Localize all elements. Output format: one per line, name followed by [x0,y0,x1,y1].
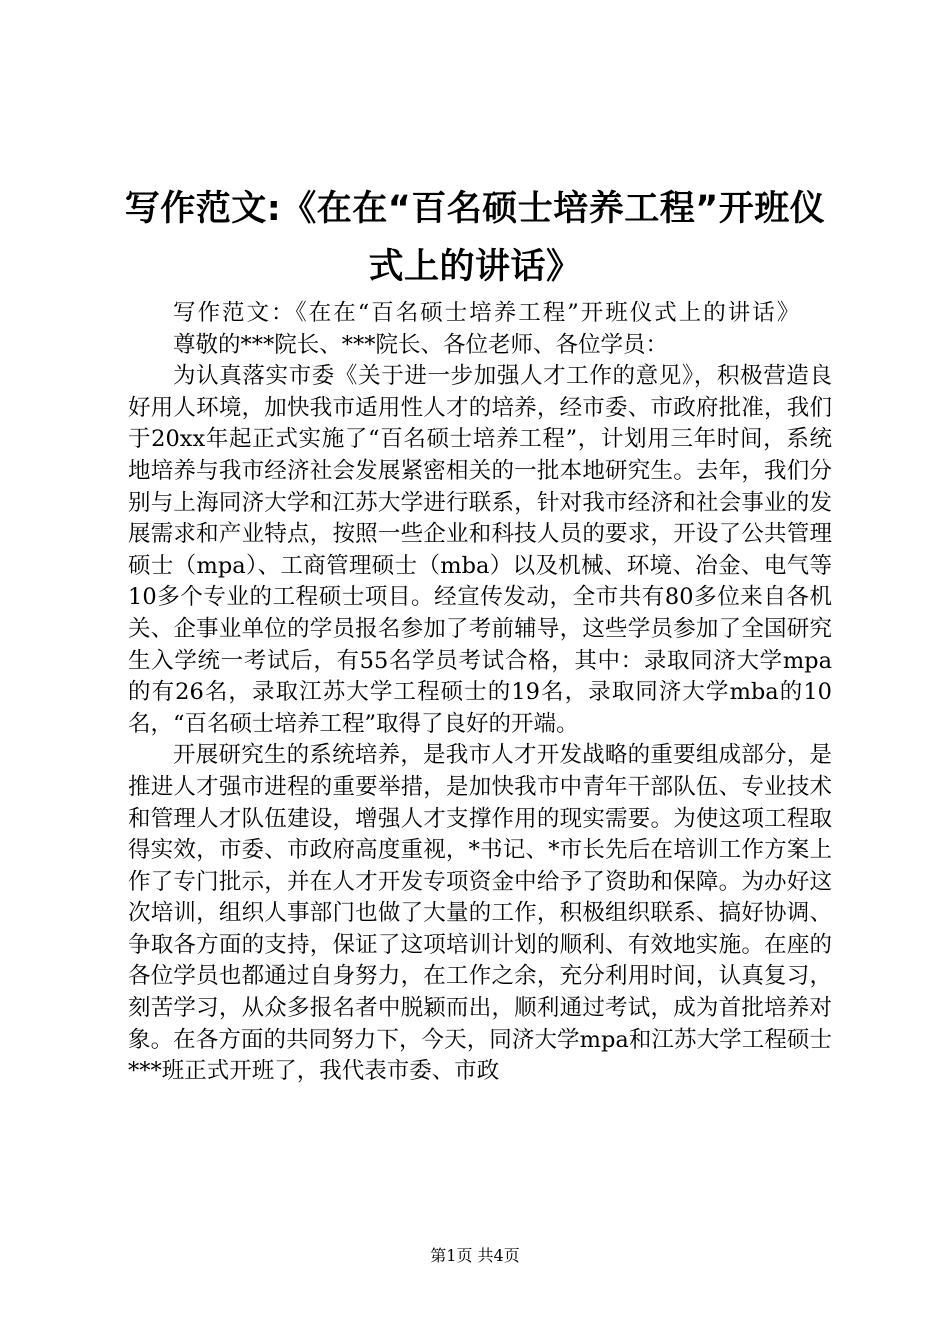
document-title: 写作范文:《在在“百名硕士培养工程”开班仪式上的讲话》 [124,189,826,287]
paragraph-heading-repeat: 写作范文：《在在“百名硕士培养工程”开班仪式上的讲话》 [173,300,802,326]
paragraph-importance: 开展研究生的系统培养，是我市人才开发战略的重要组成部分，是推进人才强市进程的重要举措，是加快我市中青年干部队伍、专业技术和管理人才队伍建设，增强人才支撑作用的现实需要。为使这项工程取得实效，市委、市政府高度重视，*书记、*市长先后在培训工作方案上作了专门批示，并在人才开发专项资金中给予了资助和保障。为办好这次培训，组织人事部门也做了大量的工作，积极组织联系、搞好协调、争取各方面的支持，保证了这项培训计划的顺利、有效地实施。在座的各位学员也都通过自身努力，在工作之余，充分利用时间，认真复习，刻苦学习，从众多报名者中脱颖而出，顺利通过考试，成为首批培养对象。在各方面的共同努力下，今天，同济大学mpa和江苏大学工程硕士***班正式开班了，我代表市委、市政 [128,742,832,1085]
paragraph-background: 为认真落实市委《关于进一步加强人才工作的意见》，积极营造良好用人环境，加快我市适用性人才的培养，经市委、市政府批准，我们于20xx年起正式实施了“百名硕士培养工程”，计划用三年时间，系统地培养与我市经济社会发展紧密相关的一批本地研究生。去年，我们分别与上海同济大学和江苏大学进行联系，针对我市经济和社会事业的发展需求和产业特点，按照一些企业和科技人员的要求，开设了公共管理硕士（mpa）、工商管理硕士（mba）以及机械、环境、冶金、电气等10多个专业的工程硕士项目。经宣传发动，全市共有80多位来自各机关、企事业单位的学员报名参加了考前辅导，这些学员参加了全国研究生入学统一考试后，有55名学员考试合格，其中：录取同济大学mpa的有26名，录取江苏大学工程硕士的19名，录取同济大学mba的10名，“百名硕士培养工程”取得了良好的开端。 [128,363,832,737]
document-body [128,298,832,1088]
page-number: 第1页 共4页 [430,1246,520,1265]
paragraph-salutation: 尊敬的***院长、***院长、各位老师、各位学员： [173,331,669,358]
